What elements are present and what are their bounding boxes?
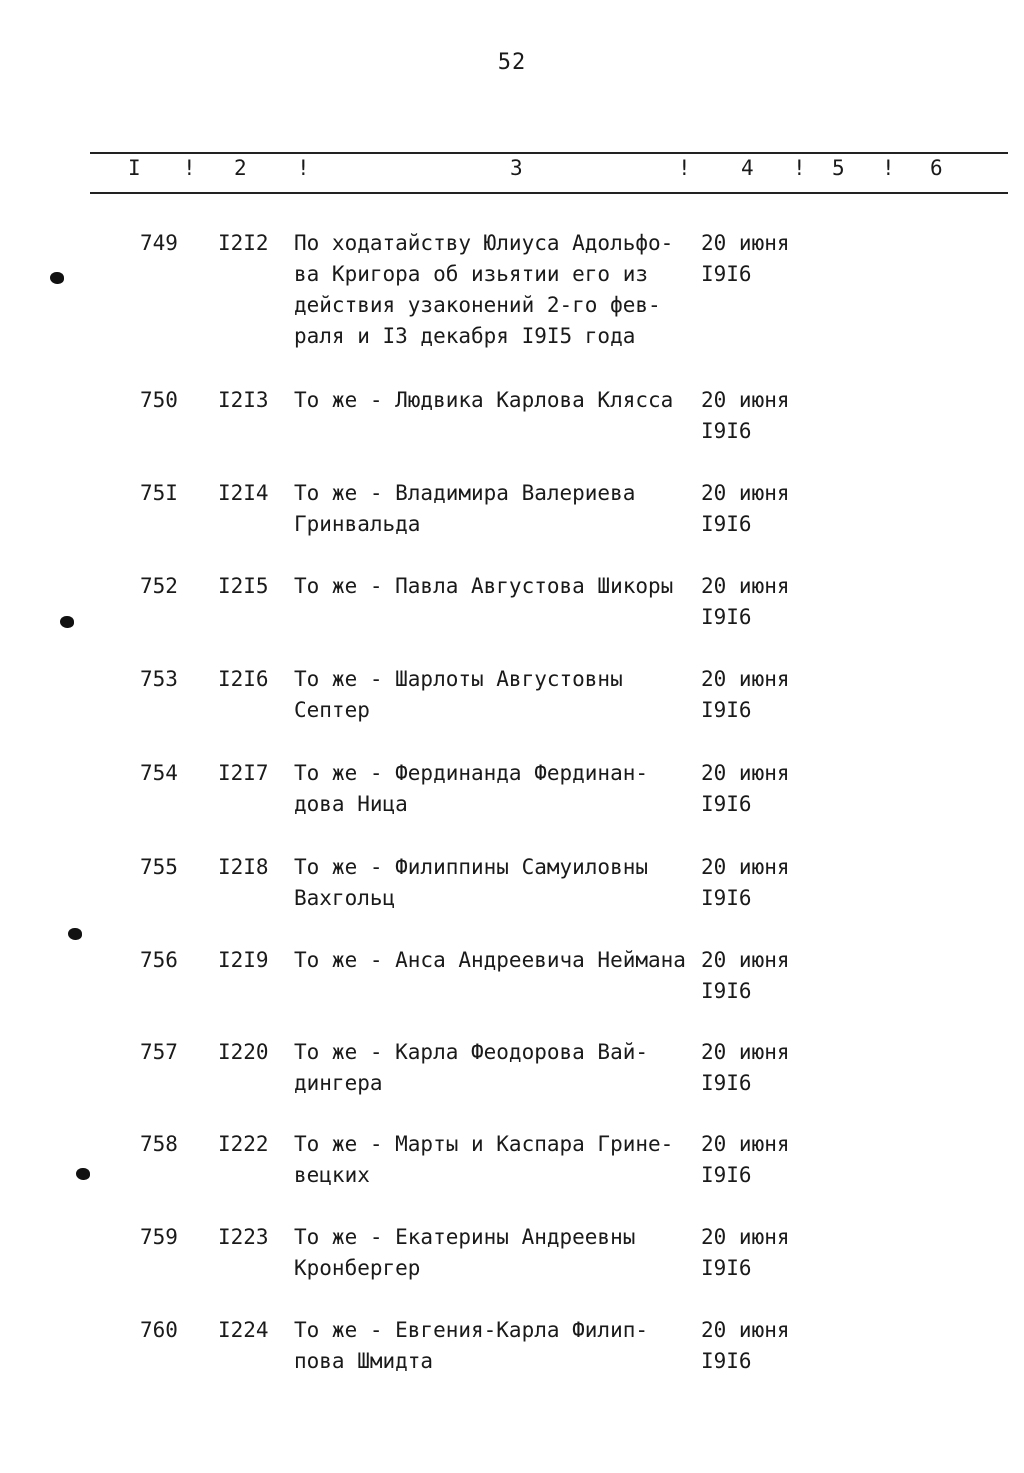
date-line: 20 июня <box>701 761 790 785</box>
entry-date <box>701 228 811 290</box>
description-line: То же - Людвика Карлова Клясса <box>294 388 674 412</box>
description-line: То же - Марты и Каспара Грине- <box>294 1132 674 1156</box>
punch-hole <box>60 616 74 628</box>
entry-date <box>701 1129 811 1191</box>
description-line: вецких <box>294 1163 370 1187</box>
entry-number: 754 <box>140 761 178 785</box>
entry-description <box>294 571 694 602</box>
entry-description <box>294 1222 694 1284</box>
entry-reference: I222 <box>218 1132 269 1156</box>
description-line: ва Кригора об изьятии его из <box>294 262 649 286</box>
entry-reference: I2I8 <box>218 855 269 879</box>
date-line: I9I6 <box>701 1163 752 1187</box>
description-line: То же - Шарлоты Августовны <box>294 667 623 691</box>
date-line: I9I6 <box>701 979 752 1003</box>
description-line: Кронбергер <box>294 1256 421 1280</box>
description-line: То же - Екатерины Андреевны <box>294 1225 636 1249</box>
punch-hole <box>68 928 82 940</box>
date-line: I9I6 <box>701 1256 752 1280</box>
entry-number: 755 <box>140 855 178 879</box>
entry-reference: I220 <box>218 1040 269 1064</box>
entry-number: 752 <box>140 574 178 598</box>
date-line: I9I6 <box>701 698 752 722</box>
description-line: действия узаконений 2-го фев- <box>294 293 661 317</box>
entry-date <box>701 664 811 726</box>
entry-reference: I2I4 <box>218 481 269 505</box>
description-line: То же - Павла Августова Шикоры <box>294 574 674 598</box>
header-separator: ! <box>183 156 196 180</box>
entry-number: 759 <box>140 1225 178 1249</box>
entry-description <box>294 1037 694 1099</box>
date-line: I9I6 <box>701 886 752 910</box>
entry-date <box>701 1037 811 1099</box>
description-line: дингера <box>294 1071 383 1095</box>
entry-date <box>701 1222 811 1284</box>
entry-reference: I2I3 <box>218 388 269 412</box>
description-line: пова Шмидта <box>294 1349 434 1373</box>
entry-description <box>294 385 694 416</box>
entry-date <box>701 758 811 820</box>
date-line: 20 июня <box>701 574 790 598</box>
header-separator: ! <box>882 156 895 180</box>
entry-description <box>294 1129 694 1191</box>
header-col-4: 4 <box>741 156 754 180</box>
header-separator: ! <box>793 156 806 180</box>
entry-reference: I223 <box>218 1225 269 1249</box>
entry-date <box>701 478 811 540</box>
date-line: I9I6 <box>701 792 752 816</box>
header-separator: ! <box>297 156 310 180</box>
entry-number: 758 <box>140 1132 178 1156</box>
date-line: I9I6 <box>701 512 752 536</box>
entry-date <box>701 571 811 633</box>
date-line: I9I6 <box>701 1349 752 1373</box>
entry-number: 75I <box>140 481 178 505</box>
description-line: Гринвальда <box>294 512 421 536</box>
header-col-3: 3 <box>510 156 523 180</box>
entry-number: 756 <box>140 948 178 972</box>
entry-reference: I2I5 <box>218 574 269 598</box>
entry-description <box>294 852 694 914</box>
entry-date <box>701 852 811 914</box>
date-line: 20 июня <box>701 1132 790 1156</box>
header-col-5: 5 <box>832 156 845 180</box>
description-line: дова Ница <box>294 792 408 816</box>
entry-reference: I2I9 <box>218 948 269 972</box>
description-line: раля и I3 декабря I9I5 года <box>294 324 636 348</box>
date-line: 20 июня <box>701 481 790 505</box>
entry-description <box>294 228 694 352</box>
date-line: I9I6 <box>701 419 752 443</box>
page-number: 52 <box>497 50 527 75</box>
entry-date <box>701 1315 811 1377</box>
date-line: I9I6 <box>701 1071 752 1095</box>
description-line: То же - Евгения-Карла Филип- <box>294 1318 649 1342</box>
description-line: Септер <box>294 698 370 722</box>
entry-description <box>294 478 694 540</box>
date-line: I9I6 <box>701 605 752 629</box>
date-line: 20 июня <box>701 388 790 412</box>
entry-description <box>294 664 694 726</box>
entry-number: 757 <box>140 1040 178 1064</box>
date-line: 20 июня <box>701 1318 790 1342</box>
entry-number: 760 <box>140 1318 178 1342</box>
header-col-6: 6 <box>930 156 943 180</box>
date-line: 20 июня <box>701 855 790 879</box>
entry-number: 749 <box>140 231 178 255</box>
description-line: То же - Анса Андреевича Неймана <box>294 948 686 972</box>
entry-date <box>701 945 811 1007</box>
description-line: То же - Владимира Валериева <box>294 481 636 505</box>
header-bottom-rule <box>90 192 1008 194</box>
header-top-rule <box>90 152 1008 154</box>
date-line: 20 июня <box>701 1225 790 1249</box>
entry-description <box>294 758 694 820</box>
entry-reference: I2I6 <box>218 667 269 691</box>
entry-description <box>294 1315 694 1377</box>
header-col-2: 2 <box>234 156 247 180</box>
description-line: То же - Карла Феодорова Вай- <box>294 1040 649 1064</box>
entry-number: 750 <box>140 388 178 412</box>
punch-hole <box>76 1168 90 1180</box>
description-line: Вахгольц <box>294 886 396 910</box>
date-line: I9I6 <box>701 262 752 286</box>
entry-date <box>701 385 811 447</box>
entry-reference: I224 <box>218 1318 269 1342</box>
description-line: То же - Фердинанда Фердинан- <box>294 761 649 785</box>
punch-hole <box>50 272 64 284</box>
date-line: 20 июня <box>701 667 790 691</box>
date-line: 20 июня <box>701 948 790 972</box>
description-line: По ходатайству Юлиуса Адольфо- <box>294 231 674 255</box>
entry-number: 753 <box>140 667 178 691</box>
entry-reference: I2I2 <box>218 231 269 255</box>
header-col-1: I <box>128 156 141 180</box>
description-line: То же - Филиппины Самуиловны <box>294 855 649 879</box>
date-line: 20 июня <box>701 1040 790 1064</box>
table-header <box>0 156 1024 186</box>
header-separator: ! <box>678 156 691 180</box>
date-line: 20 июня <box>701 231 790 255</box>
entry-reference: I2I7 <box>218 761 269 785</box>
entry-description <box>294 945 694 976</box>
